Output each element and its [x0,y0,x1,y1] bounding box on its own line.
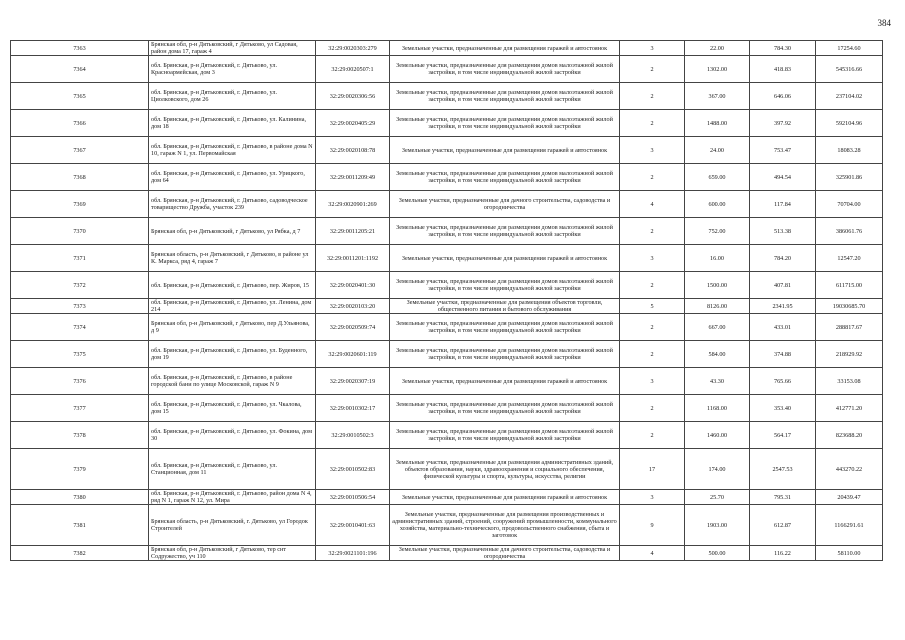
row-number: 7366 [11,110,149,137]
area-value: 16.00 [685,245,750,272]
specific-value: 2547.53 [750,449,816,490]
address-cell: Брянская обл, р-н Дятьковский, г Дятьково, ул Рябка, д 7 [149,218,316,245]
cadastral-number: 32:29:0020306:56 [316,83,390,110]
table-row [11,449,883,490]
table-row [11,41,883,56]
row-number: 7371 [11,245,149,272]
address-cell: Брянская обл, р-н Дятьковский, г Дятьково, тер снт Содружество, уч 110 [149,546,316,561]
area-value: 22.00 [685,41,750,56]
area-value: 1488.00 [685,110,750,137]
table-row [11,368,883,395]
row-number: 7369 [11,191,149,218]
table-body [11,41,883,561]
group-number: 4 [620,546,685,561]
cadastral-value: 443270.22 [816,449,883,490]
cadastral-value: 218929.92 [816,341,883,368]
group-number: 5 [620,299,685,314]
land-use-type: Земельные участки, предназначенные для размещения гаражей и автостоянок [390,245,620,272]
address-cell: обл. Брянская, р-н Дятьковский, г. Дятьково, ул. Буденного, дом 19 [149,341,316,368]
address-cell: обл. Брянская, р-н Дятьковский, г. Дятьково, пер. Жиров, 15 [149,272,316,299]
table-row [11,546,883,561]
cadastral-number: 32:29:0020303:279 [316,41,390,56]
group-number: 3 [620,137,685,164]
cadastral-value: 58110.00 [816,546,883,561]
group-number: 2 [620,56,685,83]
area-value: 43.30 [685,368,750,395]
table-row [11,218,883,245]
cadastral-number: 32:29:0021101:196 [316,546,390,561]
land-use-type: Земельные участки, предназначенные для размещения домов малоэтажной жилой застройки, в том числе индивидуальной жилой застройки [390,110,620,137]
group-number: 2 [620,218,685,245]
cadastral-value: 237104.02 [816,83,883,110]
row-number: 7365 [11,83,149,110]
land-use-type: Земельные участки, предназначенные для дачного строительства, садоводства и огородничества [390,191,620,218]
cadastral-value: 412771.20 [816,395,883,422]
cadastral-number: 32:29:0010502:83 [316,449,390,490]
cadastral-number: 32:29:0011201:1192 [316,245,390,272]
address-cell: обл. Брянская, р-н Дятьковский, г. Дятьково, ул. Урицкого, дом 64 [149,164,316,191]
cadastral-number: 32:29:0010302:17 [316,395,390,422]
area-value: 600.00 [685,191,750,218]
specific-value: 407.81 [750,272,816,299]
land-use-type: Земельные участки, предназначенные для размещения домов малоэтажной жилой застройки, в том числе индивидуальной жилой застройки [390,83,620,110]
address-cell: обл. Брянская, р-н Дятьковский, г. Дятьково, в районе дома N 10, гараж N 1, ул. Первомайская [149,137,316,164]
group-number: 2 [620,272,685,299]
cadastral-value: 20439.47 [816,490,883,505]
cadastral-value: 545316.66 [816,56,883,83]
area-value: 1168.00 [685,395,750,422]
group-number: 3 [620,490,685,505]
area-value: 667.00 [685,314,750,341]
address-cell: Брянская область, р-н Дятьковский, г. Дятьково, ул Городок Строителей [149,505,316,546]
table-row [11,137,883,164]
cadastral-value: 325901.86 [816,164,883,191]
area-value: 174.00 [685,449,750,490]
cadastral-number: 32:29:0011205:21 [316,218,390,245]
table-row [11,245,883,272]
group-number: 2 [620,395,685,422]
cadastral-number: 32:29:0010506:54 [316,490,390,505]
land-use-type: Земельные участки, предназначенные для размещения гаражей и автостоянок [390,41,620,56]
row-number: 7370 [11,218,149,245]
cadastral-number: 32:29:0020507:1 [316,56,390,83]
group-number: 4 [620,191,685,218]
cadastral-number: 32:29:0020307:19 [316,368,390,395]
cadastral-number: 32:29:0020509:74 [316,314,390,341]
cadastral-value: 33153.08 [816,368,883,395]
table-row [11,422,883,449]
land-use-type: Земельные участки, предназначенные для размещения производственных и административных зданий, строений, сооружений промышленности, коммунального хозяйства, материально-технического, продовольственного снабжения, сбыта и заготовок [390,505,620,546]
area-value: 500.00 [685,546,750,561]
table-row [11,272,883,299]
row-number: 7367 [11,137,149,164]
row-number: 7377 [11,395,149,422]
area-value: 752.00 [685,218,750,245]
specific-value: 374.88 [750,341,816,368]
address-cell: Брянская обл, р-н Дятьковский, г Дятьково, ул Садовая, район дома 17, гараж 4 [149,41,316,56]
table-row [11,341,883,368]
address-cell: обл. Брянская, р-н Дятьковский, г. Дятьково, ул. Станционная, дом 11 [149,449,316,490]
table-row [11,56,883,83]
table-row [11,314,883,341]
row-number: 7375 [11,341,149,368]
row-number: 7378 [11,422,149,449]
area-value: 1302.00 [685,56,750,83]
group-number: 2 [620,164,685,191]
land-use-type: Земельные участки, предназначенные для размещения административных зданий, объектов образования, науки, здравоохранения и социального обеспечения, физической культуры и спорта, культуры, искусства, религии [390,449,620,490]
land-use-type: Земельные участки, предназначенные для размещения домов малоэтажной жилой застройки, в том числе индивидуальной жилой застройки [390,164,620,191]
land-use-type: Земельные участки, предназначенные для размещения домов малоэтажной жилой застройки, в том числе индивидуальной жилой застройки [390,395,620,422]
row-number: 7364 [11,56,149,83]
cadastral-number: 32:29:0010401:63 [316,505,390,546]
specific-value: 564.17 [750,422,816,449]
address-cell: обл. Брянская, р-н Дятьковский, г. Дятьково, ул. Калинина, дом 18 [149,110,316,137]
specific-value: 795.31 [750,490,816,505]
row-number: 7379 [11,449,149,490]
land-use-type: Земельные участки, предназначенные для дачного строительства, садоводства и огородничества [390,546,620,561]
specific-value: 116.22 [750,546,816,561]
group-number: 17 [620,449,685,490]
land-use-type: Земельные участки, предназначенные для размещения гаражей и автостоянок [390,368,620,395]
table-row [11,490,883,505]
cadastral-value: 611715.00 [816,272,883,299]
address-cell: обл. Брянская, р-н Дятьковский, г. Дятьково, район дома N 4, ряд N 1, гараж N 12, ул. Мира [149,490,316,505]
cadastral-value: 288817.67 [816,314,883,341]
land-use-type: Земельные участки, предназначенные для размещения домов малоэтажной жилой застройки, в том числе индивидуальной жилой застройки [390,314,620,341]
specific-value: 117.84 [750,191,816,218]
group-number: 2 [620,110,685,137]
specific-value: 397.92 [750,110,816,137]
cadastral-value: 1166291.61 [816,505,883,546]
row-number: 7363 [11,41,149,56]
cadastral-number: 32:29:0020601:119 [316,341,390,368]
address-cell: обл. Брянская, р-н Дятьковский, г. Дятьково, ул. Ленина, дом 214 [149,299,316,314]
land-use-type: Земельные участки, предназначенные для размещения домов малоэтажной жилой застройки, в том числе индивидуальной жилой застройки [390,218,620,245]
cadastral-value: 19030685.70 [816,299,883,314]
cadastral-value: 17254.60 [816,41,883,56]
land-use-type: Земельные участки, предназначенные для размещения домов малоэтажной жилой застройки, в том числе индивидуальной жилой застройки [390,272,620,299]
table-row [11,505,883,546]
land-use-type: Земельные участки, предназначенные для размещения домов малоэтажной жилой застройки, в том числе индивидуальной жилой застройки [390,341,620,368]
group-number: 3 [620,245,685,272]
row-number: 7373 [11,299,149,314]
row-number: 7381 [11,505,149,546]
specific-value: 612.87 [750,505,816,546]
specific-value: 2341.95 [750,299,816,314]
row-number: 7374 [11,314,149,341]
specific-value: 753.47 [750,137,816,164]
specific-value: 784.30 [750,41,816,56]
cadastral-value: 823688.20 [816,422,883,449]
land-use-type: Земельные участки, предназначенные для размещения объектов торговли, общественного питания и бытового обслуживания [390,299,620,314]
cadastral-value: 592104.96 [816,110,883,137]
specific-value: 646.06 [750,83,816,110]
group-number: 3 [620,41,685,56]
table-row [11,299,883,314]
land-use-type: Земельные участки, предназначенные для размещения гаражей и автостоянок [390,137,620,164]
address-cell: обл. Брянская, р-н Дятьковский, г. Дятьково, ул. Красноармейская, дом 3 [149,56,316,83]
cadastral-number: 32:29:0020401:30 [316,272,390,299]
address-cell: Брянская область, р-н Дятьковский, г Дятьково, в районе ул К. Маркса, ряд 4, гараж 7 [149,245,316,272]
specific-value: 494.54 [750,164,816,191]
specific-value: 418.83 [750,56,816,83]
specific-value: 513.38 [750,218,816,245]
address-cell: обл. Брянская, р-н Дятьковский, г. Дятьково, в районе городской бани по улице Московской, гараж N 9 [149,368,316,395]
group-number: 2 [620,83,685,110]
cadastral-value: 12547.20 [816,245,883,272]
area-value: 24.00 [685,137,750,164]
group-number: 2 [620,422,685,449]
specific-value: 433.01 [750,314,816,341]
row-number: 7376 [11,368,149,395]
table-row [11,83,883,110]
area-value: 1460.00 [685,422,750,449]
specific-value: 784.20 [750,245,816,272]
area-value: 1500.00 [685,272,750,299]
cadastral-value-table [10,40,883,561]
address-cell: Брянская обл, р-н Дятьковский, г Дятьково, пер Д.Ульянова, д 9 [149,314,316,341]
cadastral-value: 386061.76 [816,218,883,245]
table-row [11,110,883,137]
group-number: 9 [620,505,685,546]
specific-value: 353.40 [750,395,816,422]
land-use-type: Земельные участки, предназначенные для размещения домов малоэтажной жилой застройки, в том числе индивидуальной жилой застройки [390,422,620,449]
land-use-type: Земельные участки, предназначенные для размещения гаражей и автостоянок [390,490,620,505]
area-value: 659.00 [685,164,750,191]
table-row [11,191,883,218]
row-number: 7382 [11,546,149,561]
row-number: 7372 [11,272,149,299]
cadastral-value: 70704.00 [816,191,883,218]
area-value: 8126.00 [685,299,750,314]
cadastral-number: 32:29:0010502:3 [316,422,390,449]
area-value: 25.70 [685,490,750,505]
cadastral-number: 32:29:0011209:49 [316,164,390,191]
address-cell: обл. Брянская, р-н Дятьковский, г. Дятьково, садоводческое товарищество Дружба, участок 239 [149,191,316,218]
cadastral-number: 32:29:0020108:78 [316,137,390,164]
specific-value: 765.66 [750,368,816,395]
table-row [11,395,883,422]
table-row [11,164,883,191]
address-cell: обл. Брянская, р-н Дятьковский, г. Дятьково, ул. Фокина, дом 30 [149,422,316,449]
cadastral-number: 32:29:0020405:29 [316,110,390,137]
group-number: 3 [620,368,685,395]
address-cell: обл. Брянская, р-н Дятьковский, г. Дятьково, ул. Чкалова, дом 15 [149,395,316,422]
cadastral-value: 18083.28 [816,137,883,164]
area-value: 1903.00 [685,505,750,546]
page-number: 384 [877,18,891,28]
cadastral-number: 32:29:0020103:20 [316,299,390,314]
address-cell: обл. Брянская, р-н Дятьковский, г. Дятьково, ул. Циолковского, дом 26 [149,83,316,110]
area-value: 367.00 [685,83,750,110]
cadastral-number: 32:29:0020901:269 [316,191,390,218]
group-number: 2 [620,314,685,341]
group-number: 2 [620,341,685,368]
row-number: 7380 [11,490,149,505]
row-number: 7368 [11,164,149,191]
land-use-type: Земельные участки, предназначенные для размещения домов малоэтажной жилой застройки, в том числе индивидуальной жилой застройки [390,56,620,83]
area-value: 584.00 [685,341,750,368]
